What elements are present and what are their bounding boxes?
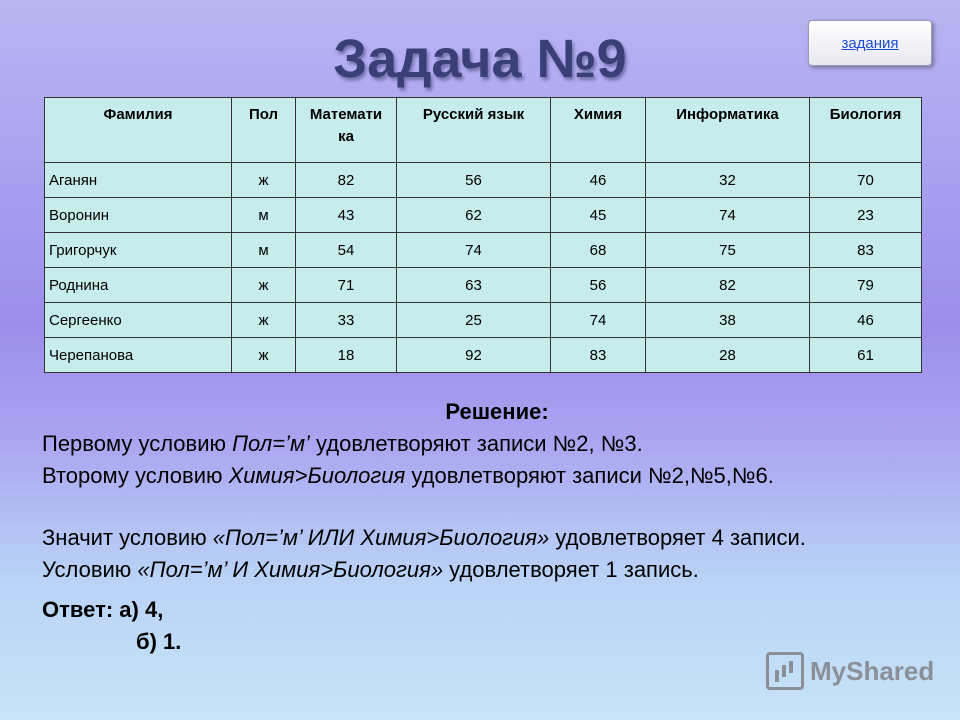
table-cell: 83	[551, 338, 646, 373]
table-cell: 63	[397, 268, 551, 303]
column-header-informatics: Информатика	[646, 98, 810, 163]
table-cell: 25	[397, 303, 551, 338]
table-row	[45, 268, 922, 303]
bar-chart-icon	[766, 652, 804, 690]
table-cell: 45	[551, 198, 646, 233]
table-cell: 38	[646, 303, 810, 338]
table-cell: ж	[232, 163, 296, 198]
solution-block	[42, 396, 942, 658]
table-cell: Аганян	[45, 163, 232, 198]
table-cell: 74	[551, 303, 646, 338]
table-cell: 70	[810, 163, 922, 198]
table-cell: 33	[296, 303, 397, 338]
table-cell: 74	[397, 233, 551, 268]
solution-line-4: Условию «Пол=’м’ И Химия>Биология» удовлетворяет 1 запись.	[42, 557, 699, 582]
table-header-row	[45, 98, 922, 163]
students-table	[44, 97, 922, 373]
table-cell: 23	[810, 198, 922, 233]
solution-line-2: Второму условию Химия>Биология удовлетворяют записи №2,№5,№6.	[42, 463, 774, 488]
solution-line-1: Первому условию Пол=’м’ удовлетворяют записи №2, №3.	[42, 431, 643, 456]
table-cell: 61	[810, 338, 922, 373]
table-cell: ж	[232, 338, 296, 373]
table-row	[45, 163, 922, 198]
table-cell: 68	[551, 233, 646, 268]
solution-line-3: Значит условию «Пол=’м’ ИЛИ Химия>Биология» удовлетворяет 4 записи.	[42, 525, 806, 550]
table-cell: Воронин	[45, 198, 232, 233]
table-cell: 82	[646, 268, 810, 303]
table-cell: Черепанова	[45, 338, 232, 373]
answer	[42, 594, 942, 658]
table-cell: 18	[296, 338, 397, 373]
table-cell: ж	[232, 268, 296, 303]
table-cell: Сергеенко	[45, 303, 232, 338]
table-cell: 62	[397, 198, 551, 233]
answer-b: б) 1.	[136, 629, 182, 654]
table-cell: 56	[551, 268, 646, 303]
column-header-biology: Биология	[810, 98, 922, 163]
table-cell: 82	[296, 163, 397, 198]
column-header-surname: Фамилия	[45, 98, 232, 163]
table-cell: 32	[646, 163, 810, 198]
table-cell: 83	[810, 233, 922, 268]
solution-heading: Решение:	[445, 399, 549, 424]
table-cell: 79	[810, 268, 922, 303]
table-cell: 54	[296, 233, 397, 268]
table-cell: 92	[397, 338, 551, 373]
column-header-math: Математи ка	[296, 98, 397, 163]
table-cell: 56	[397, 163, 551, 198]
table-row	[45, 303, 922, 338]
page-title: Задача №9	[333, 29, 627, 89]
column-header-chemistry: Химия	[551, 98, 646, 163]
table-cell: Григорчук	[45, 233, 232, 268]
table-row	[45, 198, 922, 233]
watermark-brand: MyShared	[810, 655, 935, 686]
answer-a: Ответ: а) 4,	[42, 597, 164, 622]
table-cell: 71	[296, 268, 397, 303]
table-cell: 46	[551, 163, 646, 198]
table-cell: 28	[646, 338, 810, 373]
table-cell: 74	[646, 198, 810, 233]
table-cell: 43	[296, 198, 397, 233]
watermark-logo	[766, 652, 934, 690]
table-cell: м	[232, 198, 296, 233]
table-row	[45, 233, 922, 268]
column-header-gender: Пол	[232, 98, 296, 163]
table-row	[45, 338, 922, 373]
table-cell: Роднина	[45, 268, 232, 303]
table-cell: м	[232, 233, 296, 268]
column-header-russian: Русский язык	[397, 98, 551, 163]
table-cell: ж	[232, 303, 296, 338]
table-cell: 46	[810, 303, 922, 338]
table-cell: 75	[646, 233, 810, 268]
tasks-link-button[interactable]: задания	[808, 20, 932, 66]
